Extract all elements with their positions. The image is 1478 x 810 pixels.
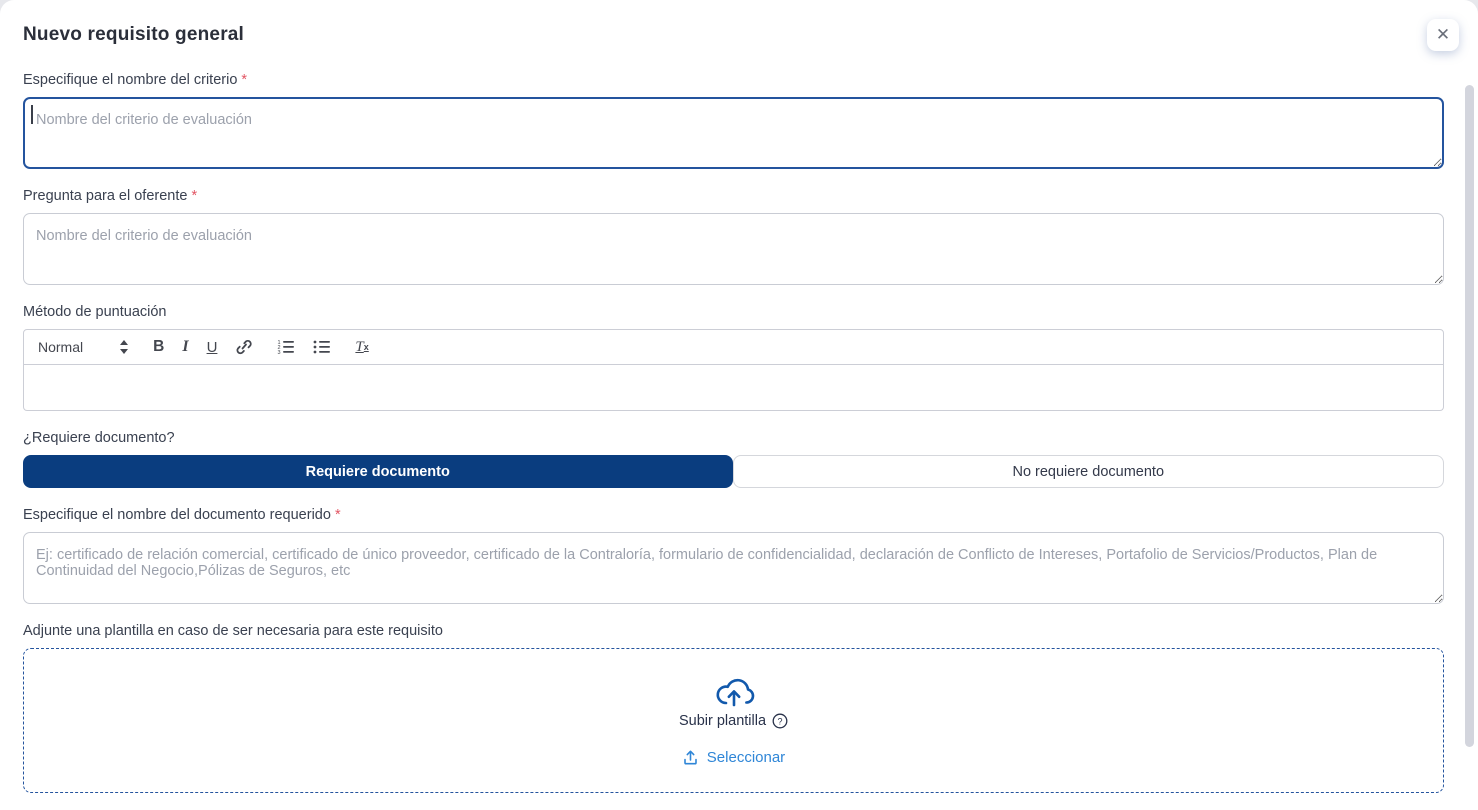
svg-text:1: 1 bbox=[277, 339, 281, 346]
upload-title-text: Subir plantilla bbox=[678, 713, 767, 729]
bullet-list-icon bbox=[313, 339, 331, 355]
scoring-method-field bbox=[23, 304, 1444, 411]
upload-tray-icon bbox=[682, 749, 699, 766]
document-name-field bbox=[23, 507, 1444, 604]
select-file-label: Seleccionar bbox=[706, 749, 786, 766]
paragraph-style-selector[interactable] bbox=[38, 339, 129, 355]
list-buttons-group bbox=[277, 339, 331, 355]
criterion-name-label-text: Especifique el nombre del criterio bbox=[23, 72, 238, 88]
offeror-question-label bbox=[23, 188, 1444, 204]
offeror-question-input[interactable] bbox=[23, 213, 1444, 285]
vertical-scrollbar[interactable] bbox=[1466, 0, 1476, 810]
criterion-name-input[interactable] bbox=[23, 97, 1444, 169]
svg-text:?: ? bbox=[777, 716, 783, 727]
bold-button[interactable]: B bbox=[153, 338, 165, 356]
template-upload-field bbox=[23, 623, 1444, 793]
document-name-label-text: Especifique el nombre del documento requerido bbox=[23, 507, 331, 523]
editor-content-area[interactable] bbox=[23, 365, 1444, 411]
offeror-question-label-text: Pregunta para el oferente bbox=[23, 188, 188, 204]
toggle-option-no-document[interactable]: No requiere documento bbox=[733, 455, 1445, 488]
required-asterisk: * bbox=[334, 507, 341, 523]
editor-toolbar bbox=[23, 329, 1444, 365]
svg-text:2: 2 bbox=[277, 344, 281, 351]
svg-text:3: 3 bbox=[277, 349, 281, 355]
toggle-option-requires-document[interactable]: Requiere documento bbox=[23, 455, 733, 488]
link-button[interactable] bbox=[235, 339, 253, 355]
required-asterisk: * bbox=[191, 188, 198, 204]
help-icon[interactable] bbox=[772, 713, 788, 729]
template-upload-label: Adjunte una plantilla en caso de ser necesaria para este requisito bbox=[23, 623, 443, 639]
rich-text-editor bbox=[23, 329, 1444, 411]
ordered-list-button[interactable] bbox=[277, 339, 295, 355]
requires-document-field bbox=[23, 430, 1444, 488]
required-asterisk: * bbox=[241, 72, 248, 88]
requires-document-label: ¿Requiere documento? bbox=[23, 430, 175, 446]
document-name-input[interactable] bbox=[23, 532, 1444, 604]
close-button[interactable] bbox=[1427, 19, 1459, 51]
paragraph-style-value: Normal bbox=[38, 339, 84, 355]
format-buttons-group bbox=[153, 339, 253, 355]
clear-formatting-button[interactable]: T x bbox=[355, 338, 369, 355]
link-icon bbox=[235, 339, 253, 355]
clear-formatting-icon: T bbox=[355, 338, 364, 355]
text-cursor bbox=[31, 105, 33, 124]
close-icon: ✕ bbox=[1435, 25, 1451, 44]
scrollbar-thumb[interactable] bbox=[1465, 85, 1474, 747]
cloud-upload-icon bbox=[713, 675, 755, 707]
upload-title-row bbox=[679, 713, 788, 729]
underline-button[interactable]: U bbox=[206, 338, 218, 356]
page-title: Nuevo requisito general bbox=[23, 24, 245, 45]
ordered-list-icon bbox=[277, 339, 295, 355]
criterion-name-label bbox=[23, 72, 1444, 88]
italic-button[interactable]: I bbox=[182, 338, 189, 355]
offeror-question-field bbox=[23, 188, 1444, 285]
criterion-name-field bbox=[23, 72, 1444, 169]
document-name-label bbox=[23, 507, 1444, 523]
bullet-list-button[interactable] bbox=[313, 339, 331, 355]
select-file-button[interactable] bbox=[682, 749, 785, 766]
requires-document-toggle bbox=[23, 455, 1444, 488]
scoring-method-label: Método de puntuación bbox=[23, 304, 167, 320]
chevron-up-down-icon bbox=[119, 340, 129, 354]
upload-dropzone[interactable] bbox=[23, 648, 1444, 793]
